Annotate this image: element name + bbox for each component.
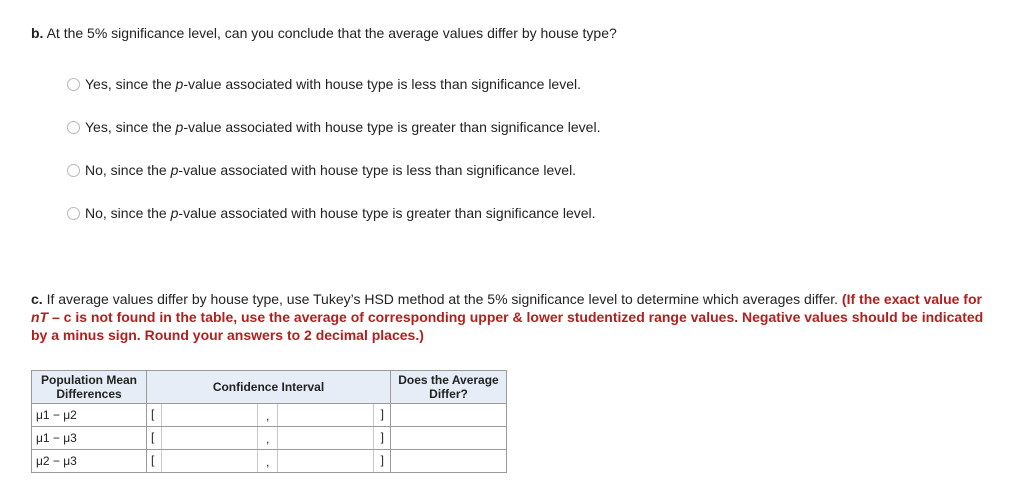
radio-button[interactable] (67, 121, 80, 134)
table-header-row (32, 371, 507, 404)
option-label: Yes, since the p-value associated with house type is greater than significance level. (85, 119, 601, 135)
ci-lower-input[interactable] (161, 427, 258, 449)
answer-cell (391, 450, 507, 473)
comma-separator: , (266, 432, 270, 446)
option-yes-greater[interactable] (67, 118, 600, 136)
left-bracket: [ (151, 430, 155, 444)
option-label: Yes, since the p-value associated with house type is less than significance level. (85, 76, 582, 92)
part-b-label: b. (31, 25, 44, 41)
differ-answer-input[interactable] (391, 428, 506, 449)
row-difference-label: μ1 − μ2 (32, 404, 147, 427)
part-c-question (31, 290, 991, 344)
part-b-question (31, 25, 617, 41)
answer-cell (391, 404, 507, 427)
part-c-instructions: (If the exact value for nT – c is not found in the table, use the average of corresponding upper & lower studentized range values. Negative values should be indicated by a minus sign. Round your answers to 2 decimal places.) (31, 291, 984, 343)
differ-answer-input[interactable] (391, 405, 506, 426)
answer-cell (391, 427, 507, 450)
row-difference-label: μ2 − μ3 (32, 450, 147, 473)
ci-upper-input[interactable] (277, 450, 374, 472)
ci-upper-input[interactable] (277, 404, 374, 426)
table-row (32, 427, 507, 450)
header-population-mean-differences: Population Mean Differences (32, 371, 147, 404)
left-bracket: [ (151, 407, 155, 421)
confidence-interval-cell (147, 427, 391, 450)
option-label: No, since the p-value associated with house type is less than significance level. (85, 162, 577, 178)
comma-separator: , (266, 409, 270, 423)
row-difference-label: μ1 − μ3 (32, 427, 147, 450)
ci-lower-input[interactable] (161, 404, 258, 426)
radio-button[interactable] (67, 78, 80, 91)
option-no-less[interactable] (67, 161, 576, 179)
option-no-greater[interactable] (67, 204, 596, 222)
header-does-average-differ: Does the Average Differ? (391, 371, 507, 404)
radio-button[interactable] (67, 164, 80, 177)
header-confidence-interval: Confidence Interval (147, 371, 391, 404)
right-bracket: ] (380, 407, 384, 421)
right-bracket: ] (380, 430, 384, 444)
table-row (32, 404, 507, 427)
radio-button[interactable] (67, 207, 80, 220)
option-yes-less[interactable] (67, 75, 581, 93)
part-c-label: c. (31, 291, 43, 307)
part-b-question-text: At the 5% significance level, can you conclude that the average values differ by house type? (46, 25, 617, 41)
part-c-question-text: If average values differ by house type, use Tukey’s HSD method at the 5% significance level to determine which averages differ. (46, 291, 839, 307)
right-bracket: ] (380, 453, 384, 467)
tukey-table (31, 370, 507, 473)
table-row (32, 450, 507, 473)
option-label: No, since the p-value associated with house type is greater than significance level. (85, 205, 596, 221)
comma-separator: , (266, 455, 270, 469)
confidence-interval-cell (147, 404, 391, 427)
left-bracket: [ (151, 453, 155, 467)
ci-upper-input[interactable] (277, 427, 374, 449)
confidence-interval-cell (147, 450, 391, 473)
differ-answer-input[interactable] (391, 451, 506, 472)
ci-lower-input[interactable] (161, 450, 258, 472)
